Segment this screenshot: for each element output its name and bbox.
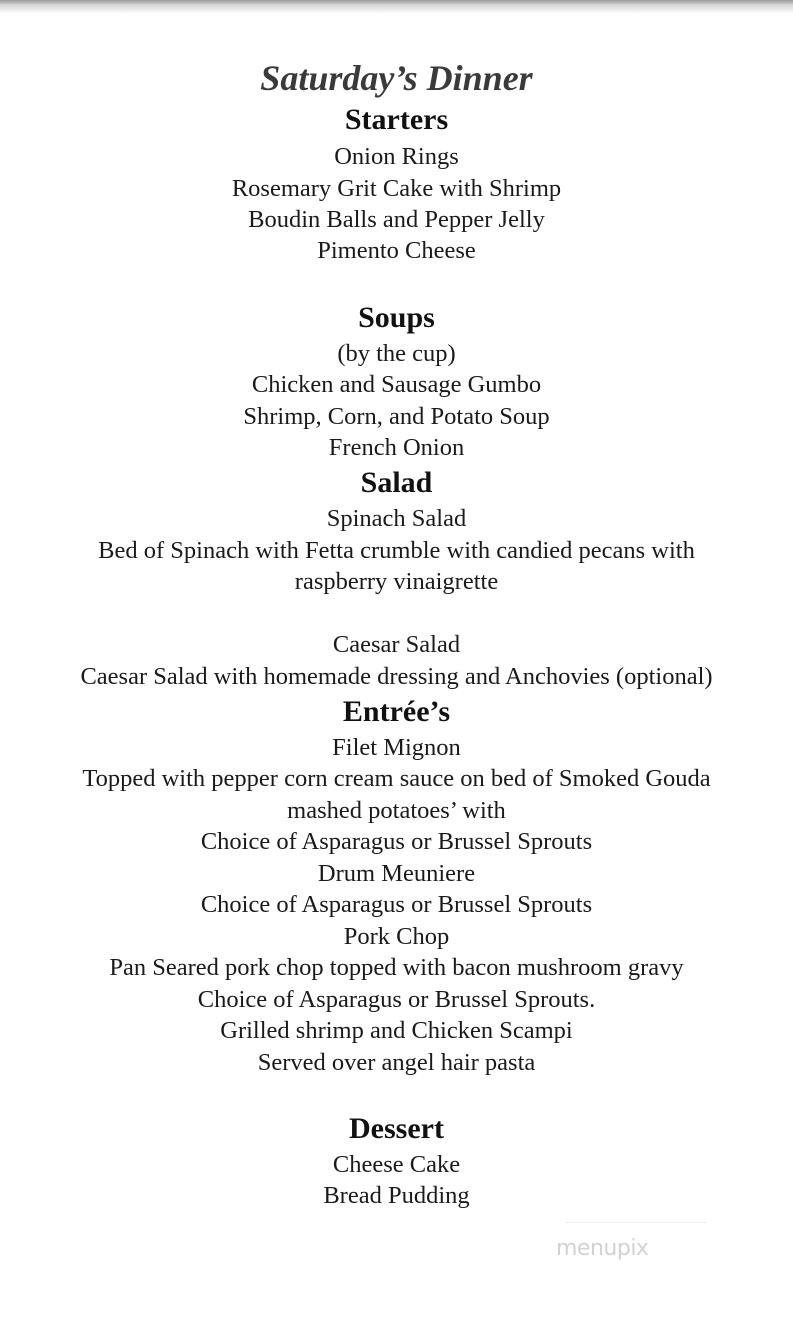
salad-line: Bed of Spinach with Fetta crumble with candied pecans with [98,537,695,564]
menupix-watermark: menupix [556,1236,649,1261]
entree-line: Pork Chop [343,923,450,950]
entree-line: Choice of Asparagus or Brussel Sprouts [200,828,593,855]
entree-line: Grilled shrimp and Chicken Scampi [220,1017,573,1044]
salad-line: Spinach Salad [326,505,467,532]
soups-note: (by the cup) [337,340,456,367]
salad-line: Caesar Salad [332,631,461,658]
top-edge-shadow [0,0,793,14]
entree-line: mashed potatoes’ with [287,797,506,824]
entree-line: Choice of Asparagus or Brussel Sprouts [200,891,593,918]
starter-item: Rosemary Grit Cake with Shrimp [231,175,562,202]
soup-item: Chicken and Sausage Gumbo [251,371,542,398]
entree-line: Pan Seared pork chop topped with bacon mushroom gravy [109,954,684,981]
starter-item: Pimento Cheese [317,237,476,264]
entrees-heading: Entrée’s [342,695,451,728]
salad-line: raspberry vinaigrette [294,568,499,595]
salad-heading: Salad [360,466,433,499]
soups-heading: Soups [358,301,435,334]
soup-item: French Onion [328,434,465,461]
dessert-item: Bread Pudding [323,1182,470,1209]
entree-line: Filet Mignon [332,734,461,761]
dessert-item: Cheese Cake [332,1151,461,1178]
salad-line: Caesar Salad with homemade dressing and Anchovies (optional) [80,663,713,690]
entree-line: Drum Meuniere [317,860,476,887]
dessert-heading: Dessert [349,1112,444,1145]
entree-line: Choice of Asparagus or Brussel Sprouts. [197,986,596,1013]
entree-line: Topped with pepper corn cream sauce on bed of Smoked Gouda [82,765,711,792]
starter-item: Onion Rings [334,143,459,170]
starter-item: Boudin Balls and Pepper Jelly [248,206,545,233]
soup-item: Shrimp, Corn, and Potato Soup [243,403,550,430]
menu-title: Saturday’s Dinner [260,58,533,98]
watermark-rule [566,1222,706,1223]
entree-line: Served over angel hair pasta [257,1049,536,1076]
starters-heading: Starters [344,103,449,136]
